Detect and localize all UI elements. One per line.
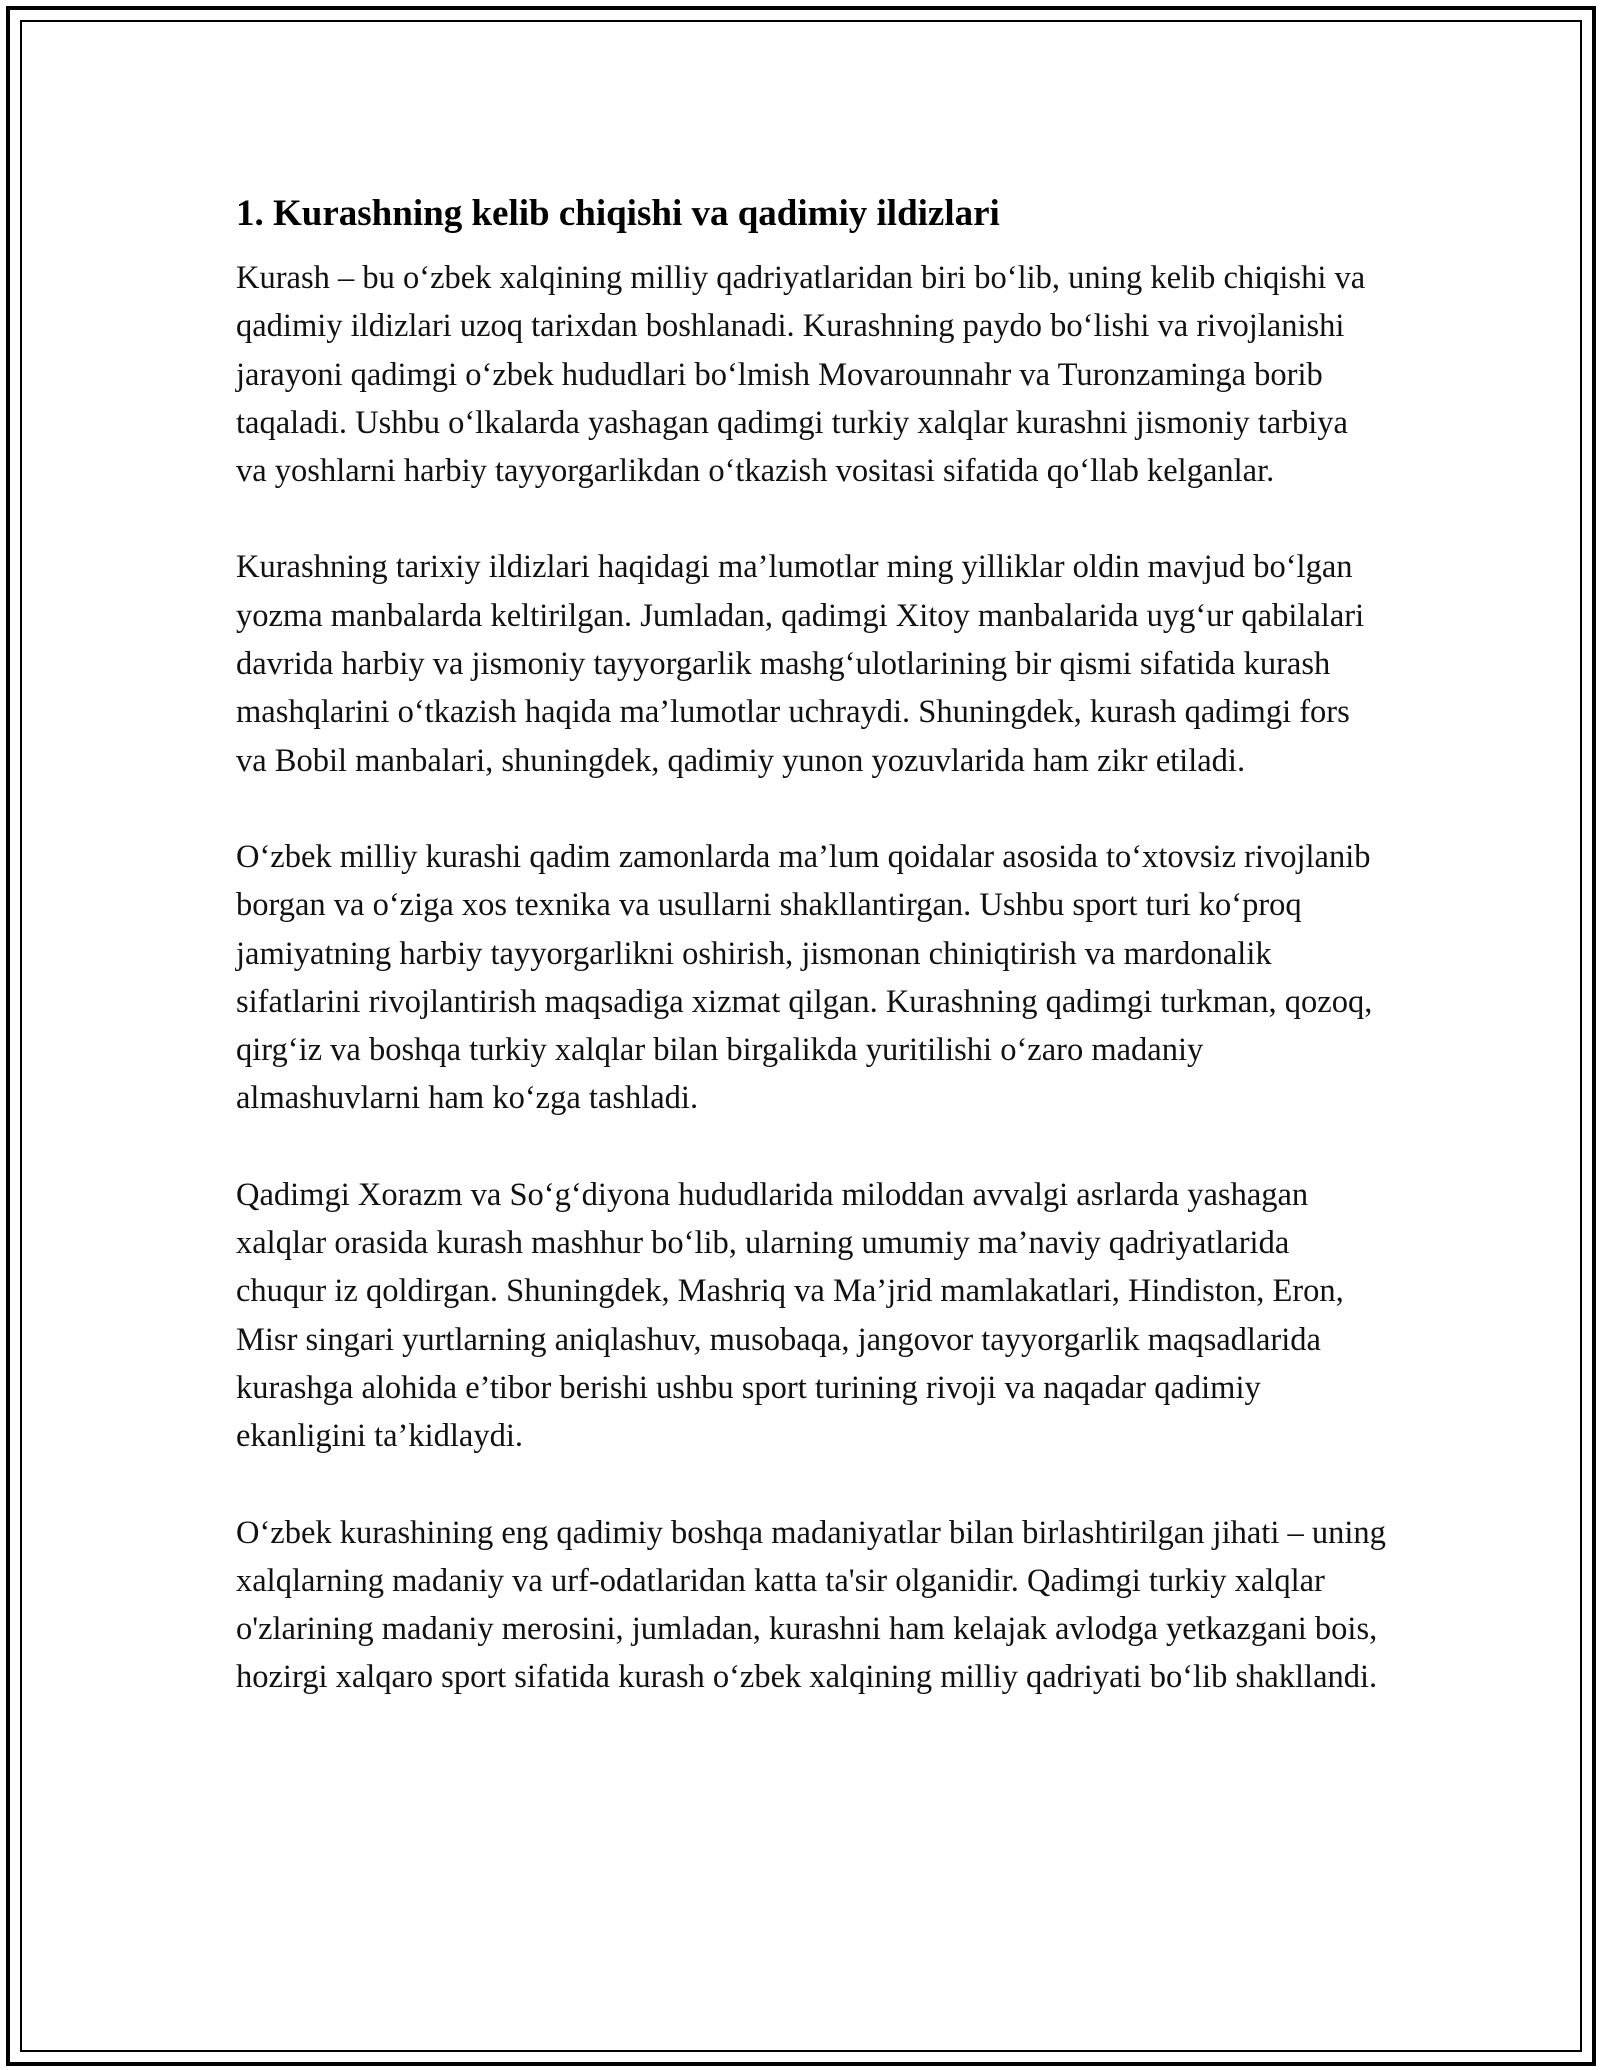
document-body <box>236 186 1386 1702</box>
paragraph-3: O‘zbek milliy kurashi qadim zamonlarda ma’lum qoidalar asosida to‘xtovsiz rivojlanib borgan va o‘ziga xos texnika va usullarni shakllantirgan. Ushbu sport turi ko‘proq jamiyatning harbiy tayyorgarlikni oshirish, jismonan chiniqtirish va mardonalik sifatlarini rivojlantirish maqsadiga xizmat qilgan. Kurashning qadimgi turkman, qozoq, qirg‘iz va boshqa turkiy xalqlar bilan birgalikda yuritilishi o‘zaro madaniy almashuvlarni ham ko‘zga tashladi. <box>236 838 1373 1117</box>
paragraph-2: Kurashning tarixiy ildizlari haqidagi ma’lumotlar ming yilliklar oldin mavjud bo‘lgan yozma manbalarda keltirilgan. Jumladan, qadimgi Xitoy manbalarida uyg‘ur qabilalari davrida harbiy va jismoniy tayyorgarlik mashg‘ulotlarining bir qismi sifatida kurash mashqlarini o‘tkazish haqida ma’lumotlar uchraydi. Shuningdek, kurash qadimgi fors va Bobil manbalari, shuningdek, qadimiy yunon yozuvlarida ham zikr etiladi. <box>236 549 1365 779</box>
paragraph-1: Kurash – bu o‘zbek xalqining milliy qadriyatlaridan biri bo‘lib, uning kelib chiqishi va qadimiy ildizlari uzoq tarixdan boshlanadi. Kurashning paydo bo‘lishi va rivojlanishi jarayoni qadimgi o‘zbek hududlari bo‘lmish Movarounnahr va Turonzaminga borib taqaladi. Ushbu o‘lkalarda yashagan qadimgi turkiy xalqlar kurashni jismoniy tarbiya va yoshlarni harbiy tayyorgarlikdan o‘tkazish vositasi sifatida qo‘llab kelganlar. <box>236 260 1366 490</box>
paragraph-5: O‘zbek kurashining eng qadimiy boshqa madaniyatlar bilan birlashtirilgan jihati – uning xalqlarning madaniy va urf-odatlaridan katta ta'sir olganidir. Qadimgi turkiy xalqlar o'zlarining madaniy merosini, jumladan, kurashni ham kelajak avlodga yetkazgani bois, hozirgi xalqaro sport sifatida kurash o‘zbek xalqining milliy qadriyati bo‘lib shakllandi. <box>236 1514 1386 1696</box>
paragraph-4: Qadimgi Xorazm va So‘g‘diyona hududlarida miloddan avvalgi asrlarda yashagan xalqlar orasida kurash mashhur bo‘lib, ularning umumiy ma’naviy qadriyatlarida chuqur iz qoldirgan. Shuningdek, Mashriq va Ma’jrid mamlakatlari, Hindiston, Eron, Misr singari yurtlarning aniqlashuv, musobaqa, jangovor tayyorgarlik maqsadlarida kurashga alohida e’tibor berishi ushbu sport turining rivoji va naqadar qadimiy ekanligini ta’kidlaydi. <box>236 1176 1344 1455</box>
section-heading: 1. Kurashning kelib chiqishi va qadimiy ildizlari <box>236 193 1000 234</box>
